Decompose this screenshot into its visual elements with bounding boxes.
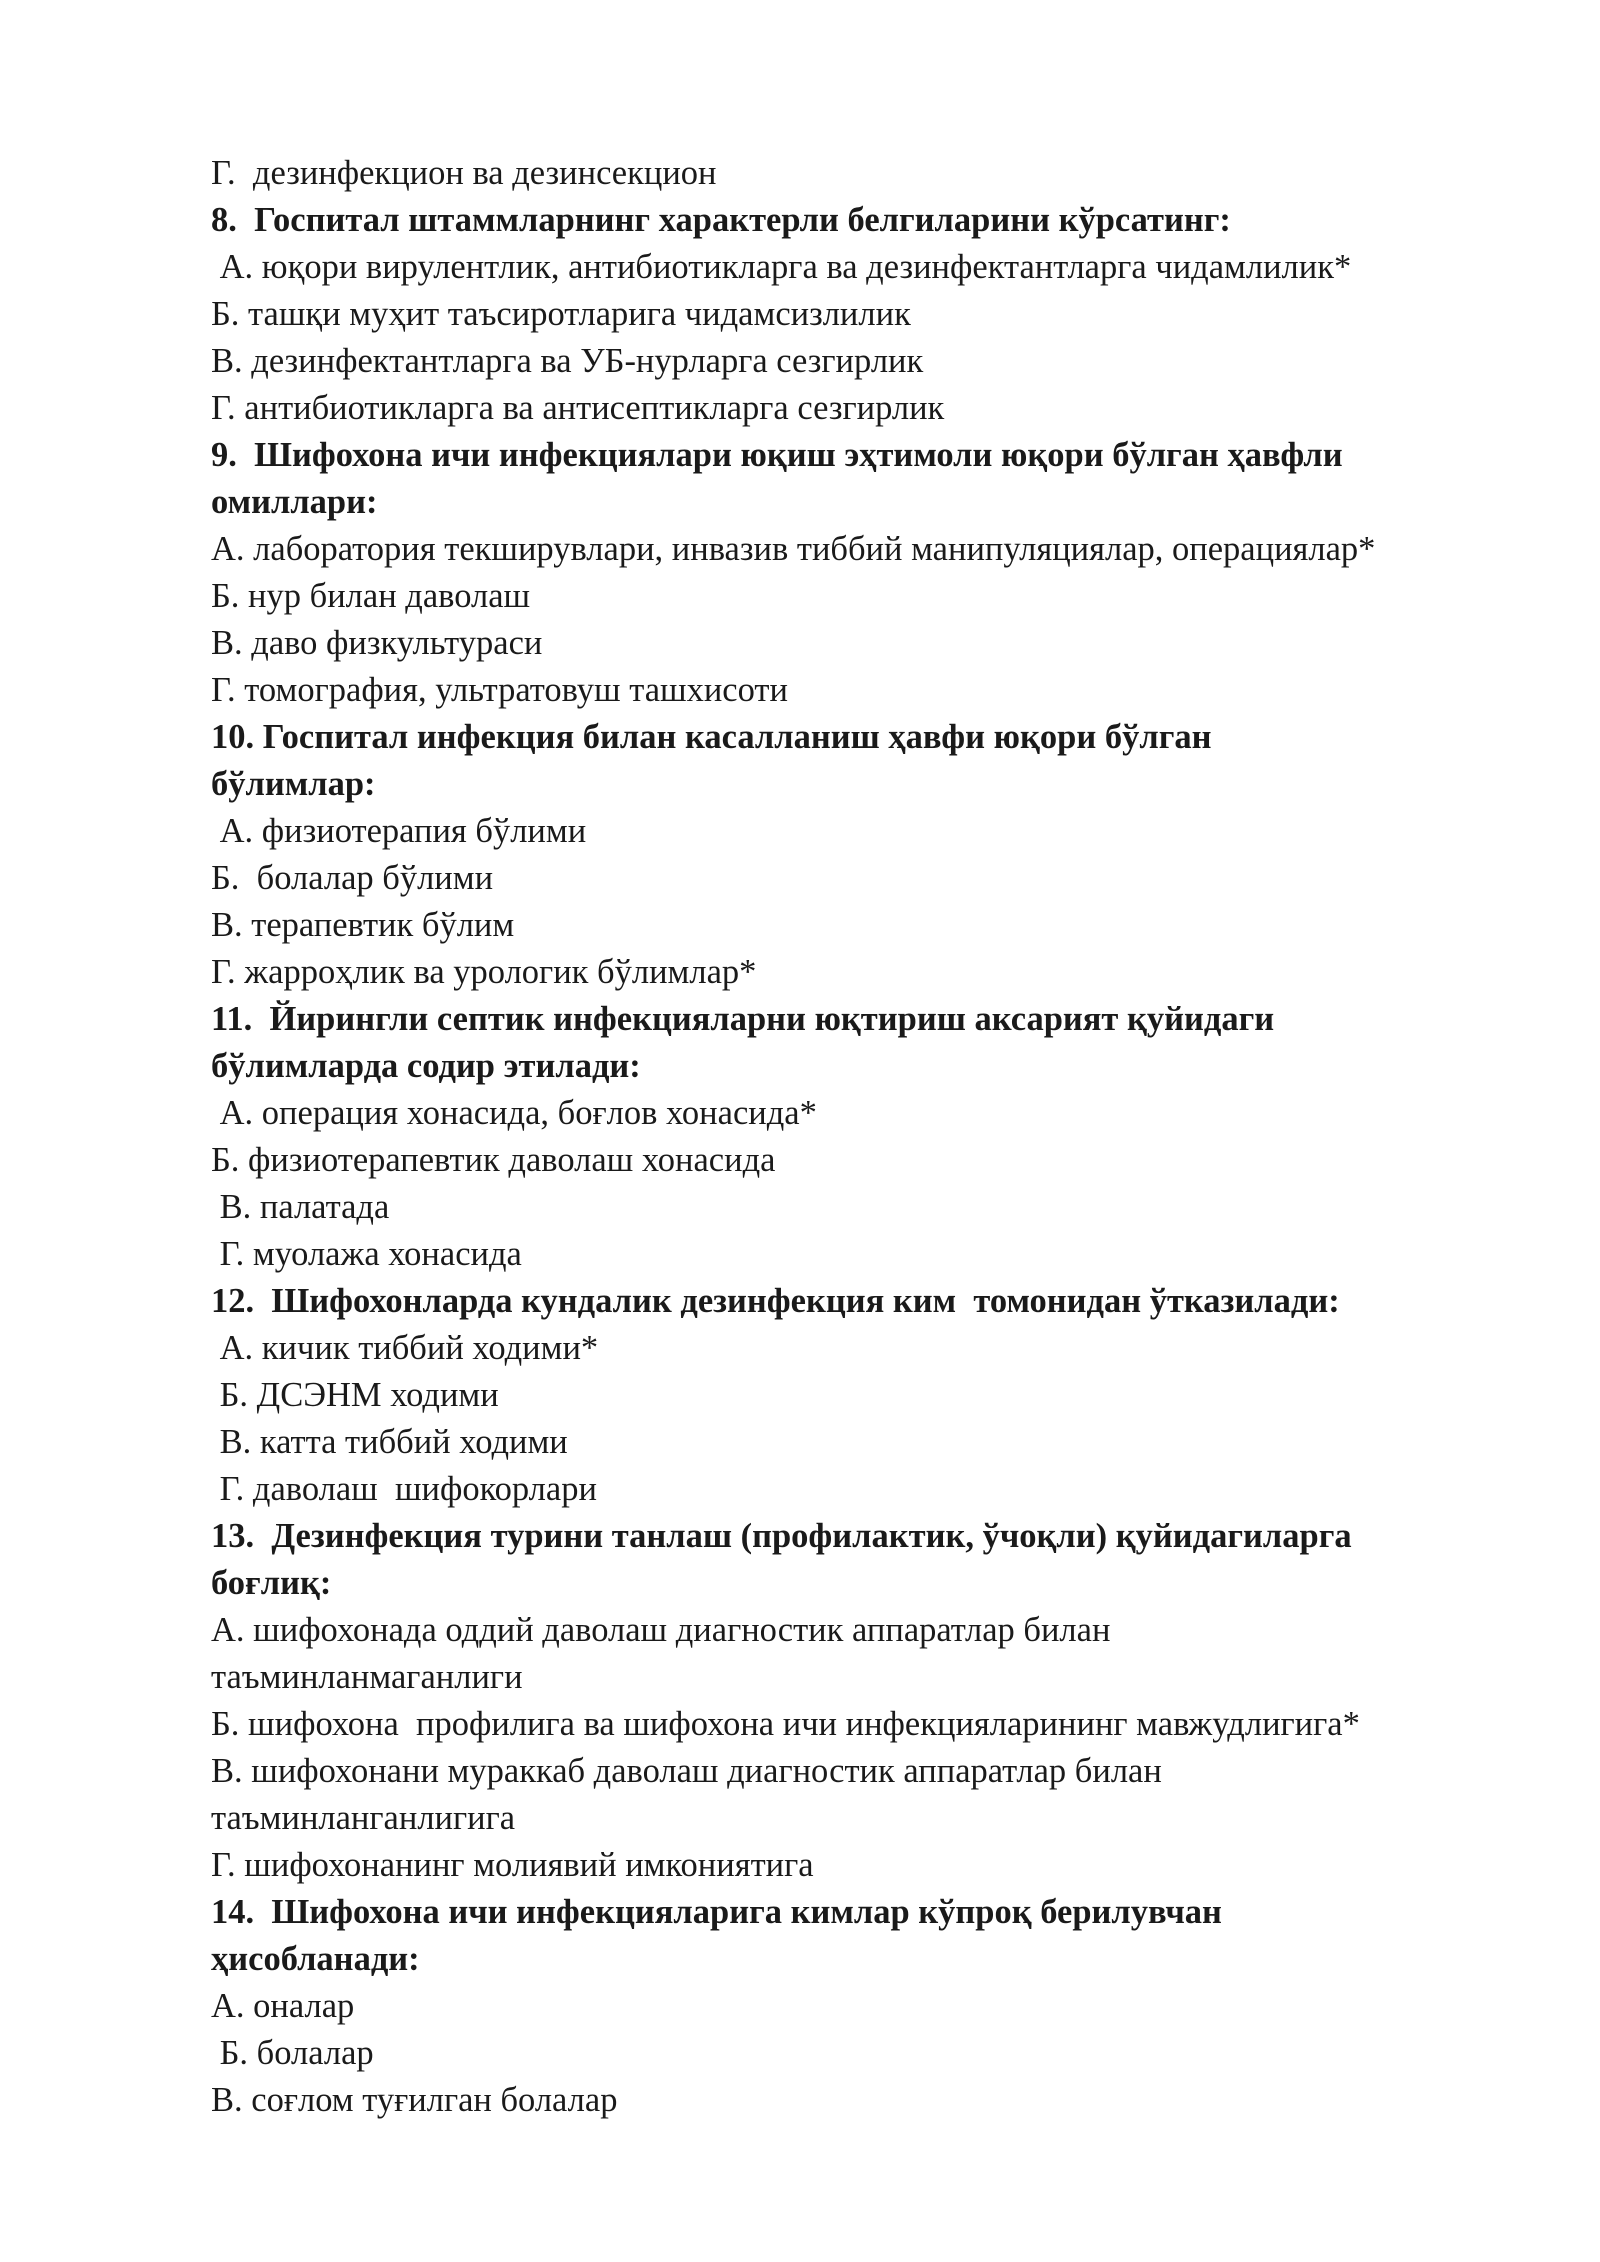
answer-option: Г. муолажа хонасида (211, 1235, 522, 1273)
answer-option: Г. шифохонанинг молиявий имкониятига (211, 1846, 814, 1884)
question-title: бўлимларда содир этилади: (211, 1047, 641, 1085)
answer-option: В. катта тиббий ходими (211, 1423, 568, 1461)
answer-option: Б. ДСЭНМ ходими (211, 1376, 499, 1414)
answer-option: Б. болалар (211, 2034, 374, 2072)
answer-option: Г. томография, ультратовуш ташхисоти (211, 671, 788, 709)
answer-option: Б. физиотерапевтик даволаш хонасида (211, 1141, 776, 1179)
question-title: 9. Шифохона ичи инфекциялари юқиш эҳтимоли юқори бўлган ҳавфли (211, 436, 1343, 474)
question-title: боғлиқ: (211, 1564, 332, 1602)
answer-option: таъминланмаганлиги (211, 1658, 523, 1696)
answer-option: Г. даволаш шифокорлари (211, 1470, 597, 1508)
document-page (211, 150, 1511, 2124)
answer-option: А. физиотерапия бўлими (211, 812, 587, 850)
answer-option: В. терапевтик бўлим (211, 906, 515, 944)
answer-option: В. соғлом туғилган болалар (211, 2081, 618, 2119)
question-title: ҳисобланади: (211, 1940, 420, 1978)
answer-option: А. операция хонасида, боғлов хонасида* (211, 1094, 817, 1132)
answer-option: А. кичик тиббий ходими* (211, 1329, 599, 1367)
question-title: 10. Госпитал инфекция билан касалланиш ҳавфи юқори бўлган (211, 718, 1212, 756)
answer-option: Б. ташқи муҳит таъсиротларига чидамсизлилик (211, 295, 911, 333)
question-title: 8. Госпитал штаммларнинг характерли белгиларини кўрсатинг: (211, 201, 1231, 239)
answer-option: А. оналар (211, 1987, 355, 2025)
answer-option: Г. антибиотикларга ва антисептикларга сезгирлик (211, 389, 945, 427)
question-title: 14. Шифохона ичи инфекцияларига кимлар кўпроқ берилувчан (211, 1893, 1222, 1931)
answer-option: В. шифохонани мураккаб даволаш диагностик аппаратлар билан (211, 1752, 1162, 1790)
question-title: 13. Дезинфекция турини танлаш (профилактик, ўчоқли) қуйидагиларга (211, 1517, 1352, 1555)
answer-option: А. шифохонада оддий даволаш диагностик аппаратлар билан (211, 1611, 1111, 1649)
answer-option: В. дезинфектантларга ва УБ-нурларга сезгирлик (211, 342, 924, 380)
question-title: омиллари: (211, 483, 378, 521)
answer-option: Б. нур билан даволаш (211, 577, 531, 615)
answer-option: Г. жарроҳлик ва урологик бўлимлар* (211, 953, 757, 991)
question-title: 12. Шифохонларда кундалик дезинфекция ким томонидан ўтказилади: (211, 1282, 1340, 1320)
answer-option: таъминланганлигига (211, 1799, 516, 1837)
answer-option: В. палатада (211, 1188, 390, 1226)
answer-option: А. лаборатория текширувлари, инвазив тиббий манипуляциялар, операциялар* (211, 530, 1376, 568)
answer-option: Г. дезинфекцион ва дезинсекцион (211, 154, 717, 192)
answer-option: Б. шифохона профилига ва шифохона ичи инфекцияларининг мавжудлигига* (211, 1705, 1360, 1743)
question-title: 11. Йирингли септик инфекцияларни юқтириш аксарият қуйидаги (211, 1000, 1275, 1038)
answer-option: А. юқори вирулентлик, антибиотикларга ва дезинфектантларга чидамлилик* (211, 248, 1352, 286)
answer-option: В. даво физкультураси (211, 624, 543, 662)
answer-option: Б. болалар бўлими (211, 859, 494, 897)
question-title: бўлимлар: (211, 765, 376, 803)
